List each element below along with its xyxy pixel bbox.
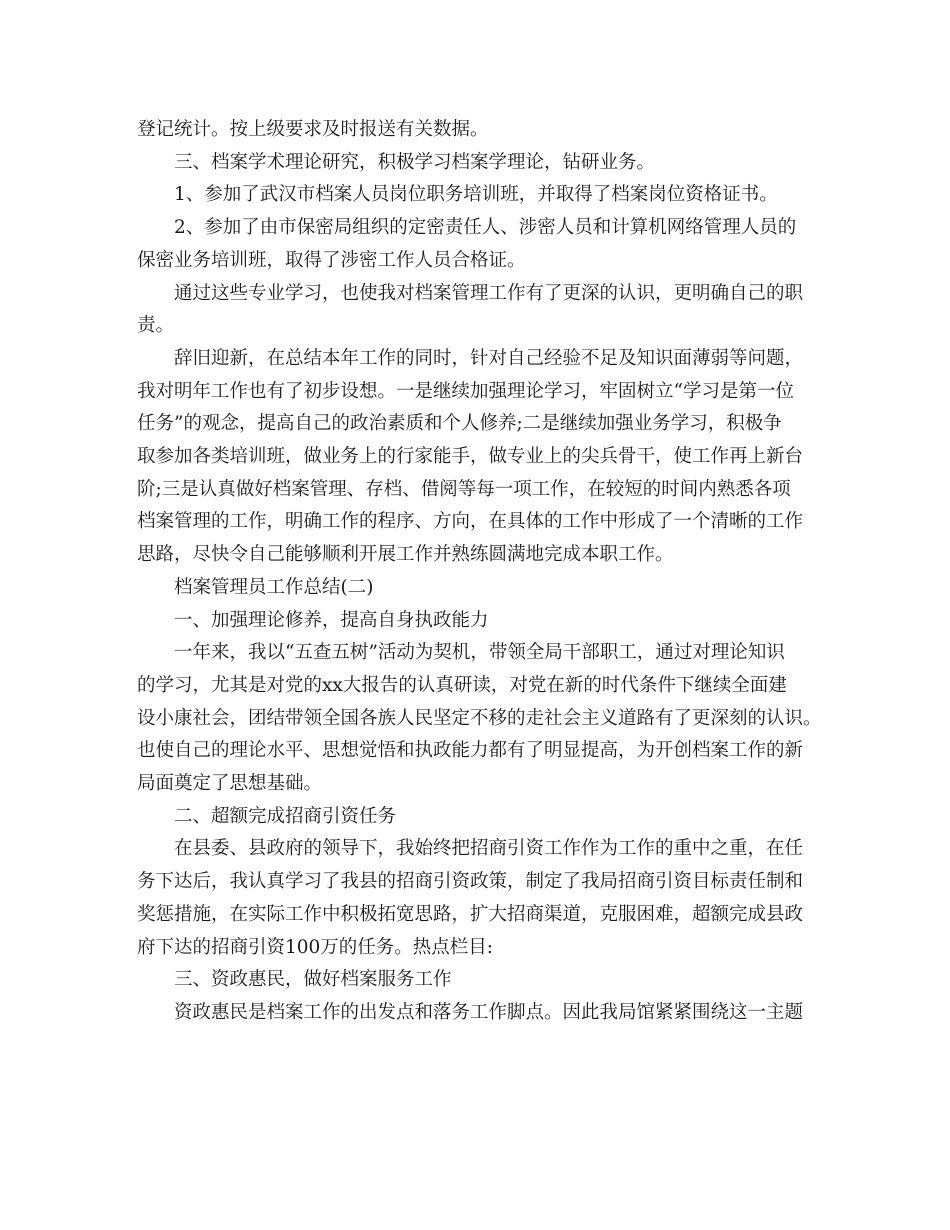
text-line: 登记统计。按上级要求及时报送有关数据。 [137, 119, 489, 140]
text-line: 资政惠民是档案工作的出发点和落务工作脚点。因此我局馆紧紧围绕这一主题 [174, 1001, 804, 1023]
text-line: 1、参加了武汉市档案人员岗位职务培训班，并取得了档案岗位资格证书。 [174, 184, 778, 206]
section-heading: 一、加强理论修养，提高自身执政能力 [174, 609, 489, 631]
section-title: 档案管理员工作总结(二) [174, 576, 374, 598]
text-line: 的学习，尤其是对党的xx大报告的认真研读，对党在新的时代条件下继续全面建 [137, 674, 787, 696]
text-line: 思路，尽快令自己能够顺利开展工作并熟练圆满地完成本职工作。 [137, 544, 674, 566]
text-line: 2、参加了由市保密局组织的定密责任人、涉密人员和计算机网络管理人员的 [174, 217, 797, 239]
text-line: 我对明年工作也有了初步设想。一是继续加强理论学习，牢固树立“学习是第一位 [137, 380, 794, 402]
text-line: 辞旧迎新，在总结本年工作的同时，针对自己经验不足及知识面薄弱等问题， [174, 347, 804, 369]
text-line: 奖惩措施，在实际工作中积极拓宽思路，扩大招商渠道，克服困难，超额完成县政 [137, 903, 804, 925]
text-line: 在县委、县政府的领导下，我始终把招商引资工作作为工作的重中之重，在任 [174, 838, 804, 860]
text-line: 也使自己的理论水平、思想觉悟和执政能力都有了明显提高，为开创档案工作的新 [137, 740, 804, 762]
text-line: 任务”的观念，提高自己的政治素质和个人修养;二是继续加强业务学习，积极争 [137, 413, 782, 435]
text-line: 局面奠定了思想基础。 [137, 773, 323, 795]
text-line: 一年来，我以“五查五树”活动为契机，带领全局干部职工，通过对理论知识 [174, 642, 785, 664]
document-body [137, 114, 827, 1030]
text-line: 务下达后，我认真学习了我县的招商引资政策，制定了我局招商引资目标责任制和 [137, 871, 804, 893]
text-line: 府下达的招商引资100万的任务。热点栏目: [137, 936, 494, 958]
section-heading: 二、超额完成招商引资任务 [174, 805, 397, 827]
text-line: 责。 [137, 315, 175, 337]
text-line: 档案管理的工作，明确工作的程序、方向，在具体的工作中形成了一个清晰的工作 [137, 511, 804, 533]
text-line: 通过这些专业学习，也使我对档案管理工作有了更深的认识，更明确自己的职 [174, 282, 804, 304]
text-line: 三、档案学术理论研究，积极学习档案学理论，钻研业务。 [174, 151, 656, 173]
text-line: 设小康社会，团结带领全国各族人民坚定不移的走社会主义道路有了更深刻的认识。 [137, 707, 822, 729]
text-line: 保密业务培训班，取得了涉密工作人员合格证。 [137, 249, 526, 271]
text-line: 取参加各类培训班，做业务上的行家能手，做专业上的尖兵骨干，使工作再上新台 [137, 446, 804, 468]
section-heading: 三、资政惠民，做好档案服务工作 [174, 969, 452, 991]
text-line: 阶;三是认真做好档案管理、存档、借阅等每一项工作，在较短的时间内熟悉各项 [137, 478, 791, 500]
